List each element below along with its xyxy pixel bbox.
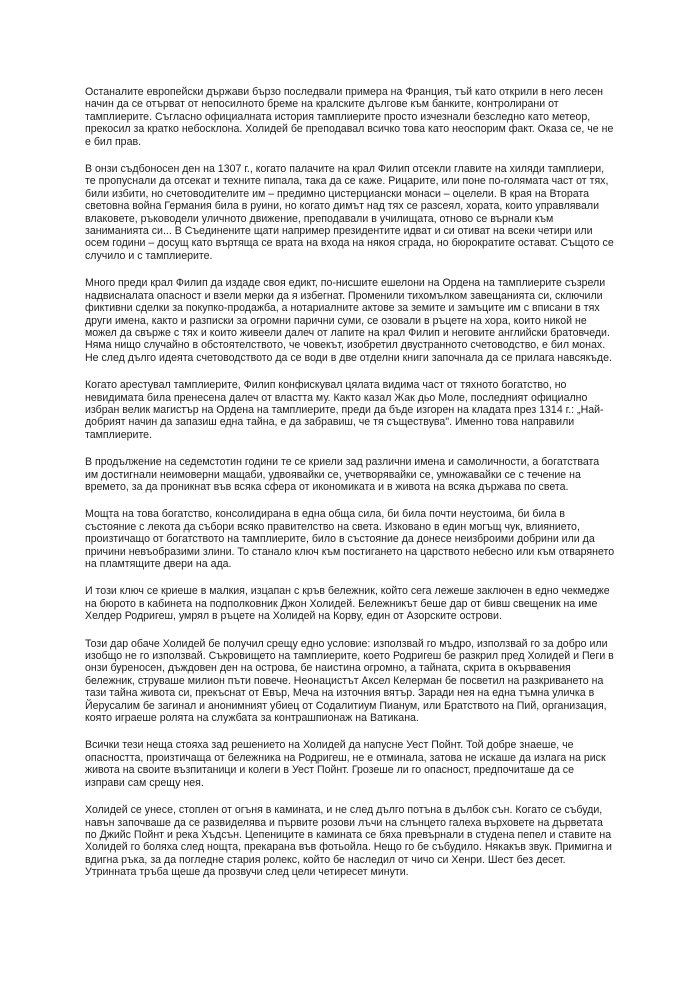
document-page <box>85 86 615 894</box>
paragraph: И този ключ се криеше в малкия, изцапан с кръв бележник, който сега лежеше заключен в едно чекмедже на бюрото в кабинета на подполковник Джон Холидей. Бележникът беше дар от бивш свещеник на име Хелдер Родригеш, умрял в ръцете на Холидей на Корву, един от Азорските острови. <box>85 585 610 623</box>
paragraph: Много преди крал Филип да издаде своя едикт, по-нисшите ешелони на Ордена на тамплиерите съзрели надвисналата опасност и взели мерки да я избегнат. Променили тихомълком завещанията си, сключили фиктивни сделки за покупко-продажба, а нотариалните актове за земите и замъците им с вписани в тях други имена, както и разписки за огромни парични суми, се озовали в ръцете на хора, които никой не можел да свърже с тях и които живеели далеч от лапите на крал Филип и неговите английски братовчеди. Няма нищо случайно в обстоятелството, че човекът, изобретил двустранното счетоводство, е бил монах. Не след дълго идеята счетоводството да се води в две отделни книги започнала да се прилага навсякъде. <box>85 277 612 364</box>
paragraph: Всички тези неща стояха зад решението на Холидей да напусне Уест Пойнт. Той добре знаеше, че опасността, произтичаща от бележника на Родригеш, не е отминала, затова не искаше да излага на риск живота на своите възпитаници и колеги в Уест Пойнт. Грозеше ли го опасност, предпочиташе да се изправи сам срещу нея. <box>85 739 606 789</box>
paragraph: Този дар обаче Холидей бе получил срещу едно условие: използвай го мъдро, използвай го за добро или изобщо не го използвай. Съкровището на тамплиерите, което Родригеш бе разкрил пред Холидей и Пеги в онзи буреносен, дъждовен ден на острова, бе наистина огромно, а тайната, скрита в окървавения бележник, струваше милион пъти повече. Неонацистът Аксел Келерман бе посветил на разкриването на тази тайна живота си, прекъснат от Евър, Меча на източния вятър. Заради нея на една тъмна уличка в Йерусалим бе загинал и анонимният убиец от Содалитиум Пианум, или Братството на Пий, организация, която играеше ролята на службата за контрашпионаж на Ватикана. <box>85 637 614 725</box>
paragraph: Мощта на това богатство, консолидирана в една обща сила, би била почти неустоима, би била в състояние с лекота да събори всяко правителство на света. Изковано в един могъщ чук, влиянието, произтичащо от богатството на тамплиерите, било в състояние да донесе неизброими добрини или да причини невъобразими злини. То станало ключ към постигането на царството небесно или към отварянето на пламтящите двери на ада. <box>85 508 615 570</box>
paragraph: В продължение на седемстотин години те се криели зад различни имена и самоличности, а богатствата им достигнали неимоверни мащаби, удвоявайки се, учетворявайки се, умножавайки се с течение на времето, за да проникнат във всяка сфера от икономиката и в живота на всяка държава по света. <box>85 456 600 493</box>
paragraph: Когато арестувал тамплиерите, Филип конфискувал цялата видима част от тяхното богатство, но невидимата била пренесена далеч от властта му. Както казал Жак дьо Моле, последният официално избран велик магистър на Ордена на тамплиерите, преди да бъде изгорен на кладата през 1314 г.: „Най-добрият начин да запазиш една тайна, е да забравиш, че тя съществува". Именно това направили тамплиерите. <box>85 379 604 441</box>
paragraph: В онзи съдбоносен ден на 1307 г., когато палачите на крал Филип отсекли главите на хиляди тамплиери, те пропуснали да отсекат и техните пипала, така да се каже. Рицарите, или поне по-голямата част от тях, били избити, но счетоводителите им – предимно цистерциански монаси – оцелели. В края на Втората световна война Германия била в руини, но когато димът над тях се разсеял, хората, които управлявали влаковете, ръководели уличното движение, преподавали в училищата, отново се върнали към заниманията си... В Съединените щати например президентите идват и си отиват на всеки четири или осем години – досущ като въртяща се врата на входа на някоя сграда, но бюрократите остават. Същото се случило и с тамплиерите. <box>85 163 614 262</box>
paragraph: Холидей се унесе, стоплен от огъня в камината, и не след дълго потъна в дълбок сън. Когато се събуди, навън започваше да се развиделява и първите розови лъчи на слънцето галеха върховете на дърветата по Джийс Пойнт и река Хъдсън. Цепениците в камината се бяха превърнали в студена пепел и ставите на Холидей го боляха след нощта, прекарана във фотьойла. Нещо го бе събудило. Някакъв звук. Примигна и вдигна ръка, за да погледне стария ролекс, който бе наследил от чичо си Хенри. Шест без десет. Утринната тръба щеше да прозвучи след цели четиресет минути. <box>85 804 612 879</box>
paragraph: Останалите европейски държави бързо последвали примера на Франция, тъй като открили в него лесен начин да се отърват от непосилното бреме на кралските дългове към банките, контролирани от тамплиерите. Съгласно официалната история тамплиерите просто изчезнали безследно като метеор, прекосил за кратко небосклона. Холидей бе преподавал всичко това като неоспорим факт. Оказа се, че не е бил прав. <box>85 86 614 148</box>
